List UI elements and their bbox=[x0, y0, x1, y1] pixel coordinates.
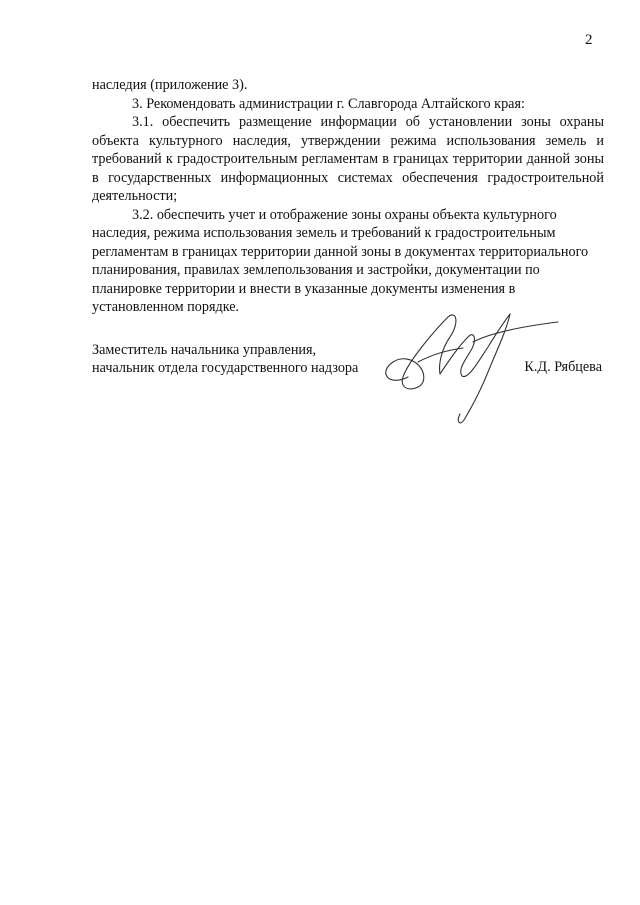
paragraph-continuation: наследия (приложение 3). bbox=[92, 77, 248, 93]
paragraph-item-3-2: 3.2. обеспечить учет и отображение зоны охраны объекта культурного наследия, режима использования земель и требований к градостроительным регламентам в границах территории данной зоны в документах территориального планирования, правилах землепользования и застройки, документации по планировке территории и внести в указанные документы изменения в установленном порядке. bbox=[92, 206, 589, 315]
paragraph-item-3-1: 3.1. обеспечить размещение информации об установлении зоны охраны объекта культурного наследия, утверждении режима использования земель и требований к градостроительным регламентам в границах территории данной зоны в государственных информационных системах обеспечения градостроительной деятельности; bbox=[92, 114, 604, 204]
page-number: 2 bbox=[585, 32, 593, 48]
document-body bbox=[92, 76, 604, 317]
handwritten-signature bbox=[378, 292, 568, 432]
paragraph-item-3: 3. Рекомендовать администрации г. Славгорода Алтайского края: bbox=[132, 95, 525, 112]
signatory-position-line2: начальник отдела государственного надзора bbox=[92, 360, 359, 376]
signatory-position-line1: Заместитель начальника управления, bbox=[92, 342, 317, 358]
signatory-name: К.Д. Рябцева bbox=[524, 359, 602, 375]
